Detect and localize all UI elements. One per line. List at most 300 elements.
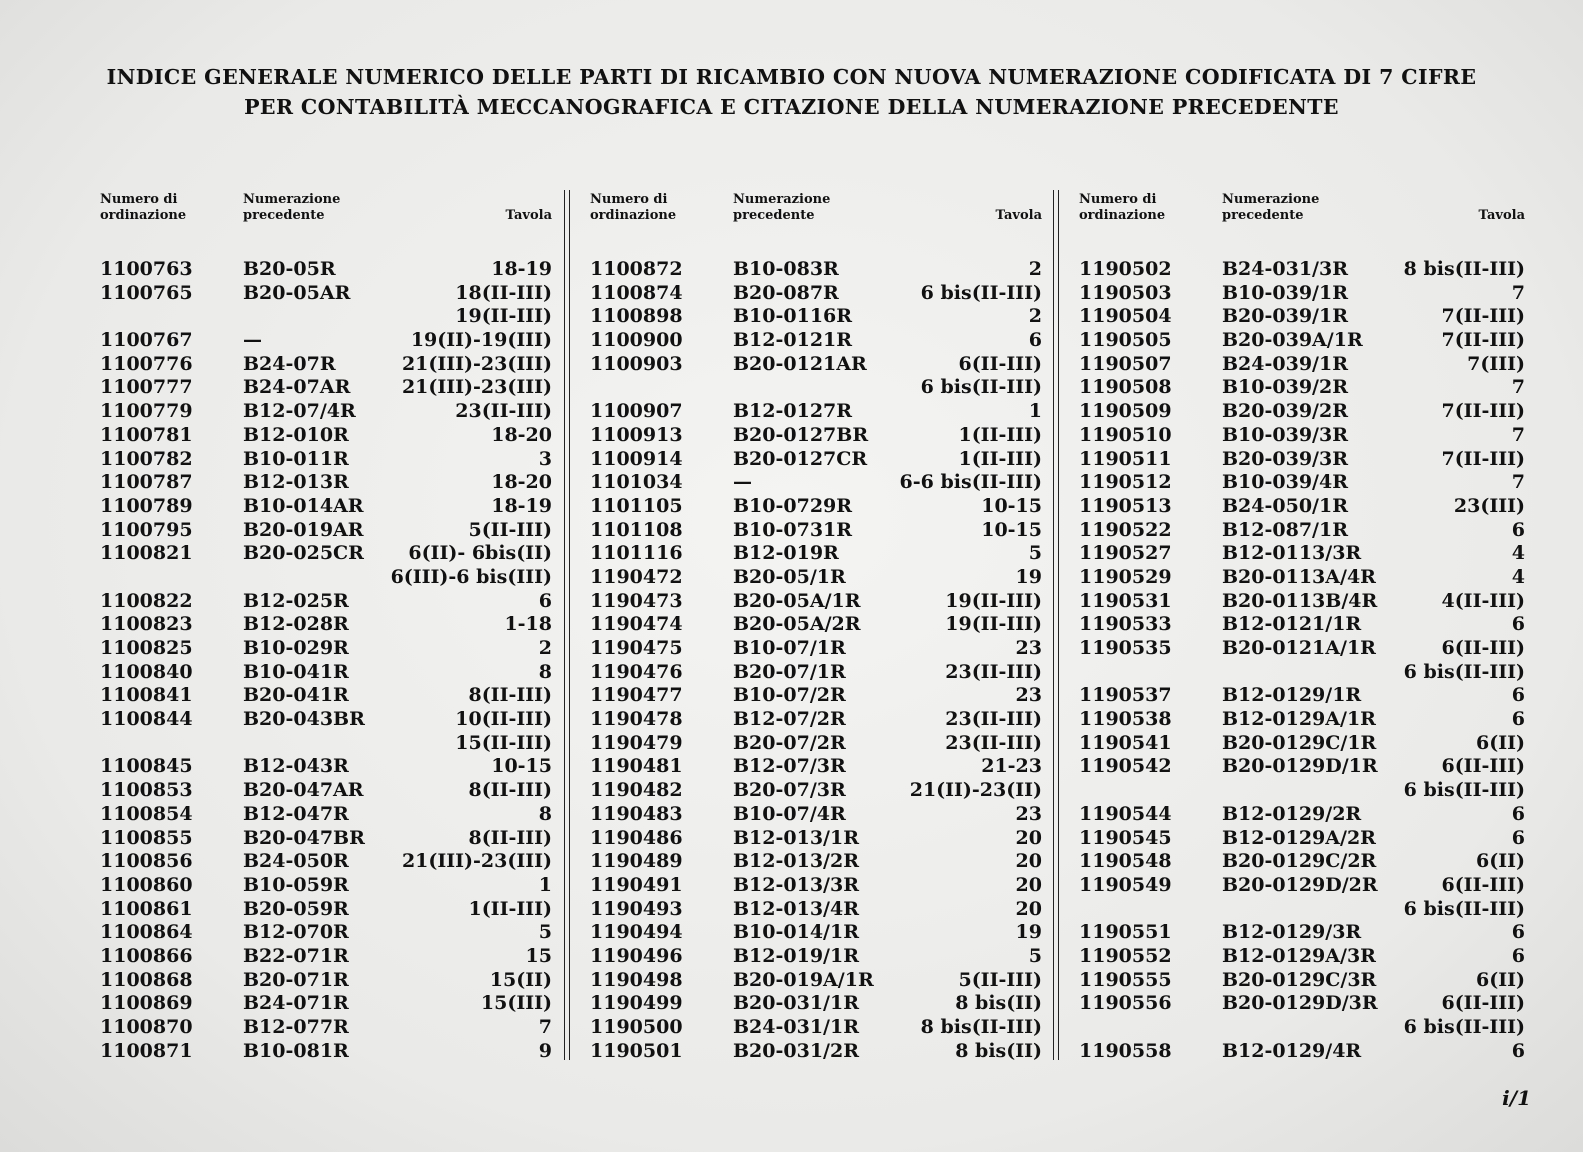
order-number: 1190474 [590, 613, 683, 636]
header-text: Numerazione [243, 192, 341, 207]
table-ref: 7 [1511, 423, 1525, 446]
index-row [100, 400, 552, 424]
index-row [1079, 1040, 1525, 1064]
order-number: 1100870 [100, 1016, 193, 1038]
order-number: 1100795 [100, 518, 193, 541]
header-text: Numerazione [1222, 192, 1320, 207]
header-order-number [1079, 192, 1165, 224]
previous-number: B12-077R [243, 1016, 349, 1038]
order-number: 1190533 [1079, 613, 1172, 636]
table-ref: 21-23 [981, 755, 1042, 778]
index-row [590, 471, 1042, 495]
order-number: 1190482 [590, 779, 683, 802]
table-ref: 7(II-III) [1441, 447, 1525, 470]
order-number: 1100787 [100, 471, 193, 494]
index-row [100, 1040, 552, 1064]
previous-number: B20-071R [243, 968, 349, 991]
order-number: 1190522 [1079, 518, 1172, 541]
table-ref: 6(II-III) [1441, 755, 1525, 778]
previous-number: B20-039/3R [1222, 447, 1348, 470]
previous-number: B20-05/1R [733, 565, 846, 588]
table-ref: 19(II-III) [945, 613, 1042, 636]
table-ref: 8 bis(II-III) [1403, 258, 1525, 280]
page-number: i/1 [1502, 1086, 1531, 1110]
table-ref: 5(II-III) [958, 968, 1042, 991]
previous-number: B10-041R [243, 660, 349, 683]
order-number: 1190510 [1079, 423, 1172, 446]
index-row [590, 542, 1042, 566]
table-ref: 20 [1015, 873, 1042, 896]
previous-number: B20-05AR [243, 281, 351, 304]
index-row [590, 708, 1042, 732]
table-ref: 23(III) [1453, 494, 1525, 517]
previous-number: B24-031/1R [733, 1016, 859, 1038]
header-order-number [590, 192, 676, 224]
order-number: 1190477 [590, 684, 683, 707]
title-line-1: INDICE GENERALE NUMERICO DELLE PARTI DI RICAMBIO CON NUOVA NUMERAZIONE CODIFICATA DI 7 CIFRE [106, 65, 1477, 89]
order-number: 1100866 [100, 944, 193, 967]
order-number: 1190481 [590, 755, 683, 778]
table-ref: 19 [1015, 565, 1042, 588]
index-row [1079, 732, 1525, 756]
index-row [590, 258, 1042, 282]
previous-number: B12-087/1R [1222, 518, 1348, 541]
order-number: 1190483 [590, 802, 683, 825]
index-row [100, 471, 552, 495]
order-number: 1190476 [590, 660, 683, 683]
index-row [1079, 471, 1525, 495]
table-ref: 1(II-III) [958, 447, 1042, 470]
table-ref: 18-19 [491, 258, 552, 280]
table-ref: 10(II-III) [455, 708, 552, 731]
order-number: 1190500 [590, 1016, 683, 1038]
index-row [590, 400, 1042, 424]
order-number: 1190501 [590, 1039, 683, 1062]
index-row [100, 969, 552, 993]
index-row [590, 613, 1042, 637]
previous-number: B20-019AR [243, 518, 364, 541]
table-ref: 1(II-III) [468, 897, 552, 920]
table-ref: 6(II) [1476, 850, 1525, 873]
index-row [100, 898, 552, 922]
order-number: 1190489 [590, 850, 683, 873]
table-ref: 5(II-III) [468, 518, 552, 541]
index-row [1079, 637, 1525, 661]
header-previous-numbering [1222, 192, 1319, 224]
previous-number: B20-0129C/3R [1222, 968, 1377, 991]
index-row [100, 637, 552, 661]
order-number: 1190491 [590, 873, 683, 896]
header-text: precedente [243, 208, 325, 223]
index-row [590, 898, 1042, 922]
previous-number: B20-039A/1R [1222, 329, 1363, 352]
index-row [590, 424, 1042, 448]
index-row [100, 424, 552, 448]
order-number: 1100782 [100, 447, 193, 470]
index-row [100, 376, 552, 400]
index-row [1079, 661, 1525, 685]
table-ref: 4 [1511, 565, 1525, 588]
table-ref: 5 [538, 921, 552, 944]
previous-number: B20-039/1R [1222, 305, 1348, 328]
index-row [590, 661, 1042, 685]
order-number: 1100763 [100, 258, 193, 280]
table-ref: 6(II-III) [958, 352, 1042, 375]
index-row [100, 874, 552, 898]
index-row [590, 992, 1042, 1016]
order-number: 1100913 [590, 423, 683, 446]
table-ref: 23(II-III) [455, 400, 552, 423]
table-ref: 8(II-III) [468, 779, 552, 802]
order-number: 1190535 [1079, 637, 1172, 659]
table-ref: 10-15 [491, 755, 552, 778]
index-row [100, 542, 552, 566]
previous-number: B20-0129D/2R [1222, 873, 1378, 896]
header-text: Numero di [100, 192, 178, 207]
index-row [100, 305, 552, 329]
order-number: 1190541 [1079, 731, 1172, 754]
table-ref: 18-20 [491, 471, 552, 494]
index-rows [100, 258, 552, 1063]
column-separator [564, 190, 570, 1060]
index-row [1079, 874, 1525, 898]
index-row [1079, 779, 1525, 803]
previous-number: B12-0113/3R [1222, 542, 1362, 565]
table-ref: 6 [1511, 684, 1525, 707]
order-number: 1100900 [590, 329, 683, 352]
index-row [1079, 424, 1525, 448]
index-row [1079, 329, 1525, 353]
order-number: 1190475 [590, 637, 683, 659]
table-ref: 6 [1028, 329, 1042, 352]
index-row [1079, 376, 1525, 400]
previous-number: B12-028R [243, 613, 349, 636]
order-number: 1100898 [590, 305, 683, 328]
previous-number: B24-031/3R [1222, 258, 1348, 280]
table-ref: 6 [1511, 518, 1525, 541]
order-number: 1100861 [100, 897, 193, 920]
table-ref: 6(II) [1476, 968, 1525, 991]
previous-number: B12-043R [243, 755, 349, 778]
table-ref: 6 bis(II-III) [920, 376, 1042, 399]
order-number: 1100841 [100, 684, 193, 707]
table-ref: 1(II-III) [958, 423, 1042, 446]
order-number: 1190496 [590, 944, 683, 967]
table-ref: 6(II-III) [1441, 992, 1525, 1015]
order-number: 1190486 [590, 826, 683, 849]
table-ref: 15(III) [480, 992, 552, 1015]
order-number: 1100781 [100, 423, 193, 446]
index-row [590, 945, 1042, 969]
table-ref: 6 bis(II-III) [1403, 660, 1525, 683]
header-text: ordinazione [590, 208, 677, 223]
index-column-1 [100, 192, 552, 1062]
previous-number: B20-031/1R [733, 992, 859, 1015]
index-row [590, 305, 1042, 329]
previous-number: B12-0129/3R [1222, 921, 1362, 944]
table-ref: 21(III)-23(III) [401, 850, 552, 873]
previous-number: B12-025R [243, 589, 349, 612]
order-number: 1190473 [590, 589, 683, 612]
header-text: Numero di [1079, 192, 1157, 207]
index-row [100, 779, 552, 803]
order-number: 1190507 [1079, 352, 1172, 375]
table-ref: 8 bis(II) [955, 1039, 1042, 1062]
index-row [590, 1040, 1042, 1064]
previous-number: B10-07/4R [733, 802, 846, 825]
table-ref: 9 [538, 1039, 552, 1062]
previous-number: B12-047R [243, 802, 349, 825]
order-number: 1190556 [1079, 992, 1172, 1015]
table-ref: 6 [538, 589, 552, 612]
table-ref: 5 [1028, 542, 1042, 565]
index-row [100, 613, 552, 637]
index-row [100, 566, 552, 590]
previous-number: B12-07/2R [733, 708, 846, 731]
order-number: 1190479 [590, 731, 683, 754]
index-row [590, 684, 1042, 708]
index-row [590, 637, 1042, 661]
table-ref: 4(II-III) [1441, 589, 1525, 612]
table-ref: 1 [538, 873, 552, 896]
previous-number: B20-0129C/2R [1222, 850, 1377, 873]
table-ref: 18(II-III) [455, 281, 552, 304]
table-ref: 7(II-III) [1441, 400, 1525, 423]
order-number: 1100789 [100, 494, 193, 517]
previous-number: B12-013/2R [733, 850, 859, 873]
index-row [590, 353, 1042, 377]
previous-number: B20-0127BR [733, 423, 869, 446]
table-ref: 3 [538, 447, 552, 470]
order-number: 1190498 [590, 968, 683, 991]
previous-number: B12-0129A/1R [1222, 708, 1376, 731]
order-number: 1100853 [100, 779, 193, 802]
index-row [1079, 590, 1525, 614]
header-table: Tavola [995, 208, 1042, 223]
index-row [1079, 282, 1525, 306]
title-line-2: PER CONTABILITÀ MECCANOGRAFICA E CITAZIONE DELLA NUMERAZIONE PRECEDENTE [244, 95, 1339, 119]
previous-number: B20-07/1R [733, 660, 846, 683]
index-rows [590, 258, 1042, 1063]
order-number: 1190545 [1079, 826, 1172, 849]
order-number: 1100854 [100, 802, 193, 825]
order-number: 1190558 [1079, 1039, 1172, 1062]
index-row [1079, 803, 1525, 827]
previous-number: B12-010R [243, 423, 349, 446]
table-ref: 20 [1015, 826, 1042, 849]
previous-number: B12-0129A/3R [1222, 944, 1376, 967]
table-ref: 6 bis(II-III) [1403, 779, 1525, 802]
index-row [590, 779, 1042, 803]
order-number: 1101034 [590, 471, 683, 494]
previous-number: B12-013/3R [733, 873, 859, 896]
index-row [590, 376, 1042, 400]
previous-number: B20-0129D/1R [1222, 755, 1378, 778]
previous-number: B12-019/1R [733, 944, 859, 967]
previous-number: B10-07/1R [733, 637, 846, 659]
index-row [590, 755, 1042, 779]
order-number: 1100871 [100, 1039, 193, 1062]
previous-number: B20-019A/1R [733, 968, 874, 991]
index-row [100, 732, 552, 756]
previous-number: B10-039/3R [1222, 423, 1348, 446]
table-ref: 23 [1015, 684, 1042, 707]
order-number: 1190527 [1079, 542, 1172, 565]
order-number: 1100767 [100, 329, 193, 352]
table-ref: 15(II-III) [455, 731, 552, 754]
table-ref: 7 [1511, 281, 1525, 304]
order-number: 1190542 [1079, 755, 1172, 778]
previous-number: B20-07/3R [733, 779, 846, 802]
table-ref: 8(II-III) [468, 826, 552, 849]
index-row [1079, 969, 1525, 993]
index-rows [1079, 258, 1525, 1063]
previous-number: B20-047AR [243, 779, 364, 802]
index-row [1079, 1016, 1525, 1040]
header-text: ordinazione [100, 208, 187, 223]
table-ref: 6 [1511, 802, 1525, 825]
previous-number: B10-0116R [733, 305, 853, 328]
previous-number: B12-07/4R [243, 400, 356, 423]
previous-number: B10-0731R [733, 518, 853, 541]
previous-number: B10-039/1R [1222, 281, 1348, 304]
previous-number: B22-071R [243, 944, 349, 967]
index-row [100, 945, 552, 969]
order-number: 1100856 [100, 850, 193, 873]
header-text: precedente [733, 208, 815, 223]
order-number: 1190537 [1079, 684, 1172, 707]
order-number: 1190538 [1079, 708, 1172, 731]
previous-number: B12-013/4R [733, 897, 859, 920]
previous-number: B10-029R [243, 637, 349, 659]
index-row [590, 969, 1042, 993]
previous-number: B20-087R [733, 281, 839, 304]
table-ref: 23(II-III) [945, 708, 1042, 731]
table-ref: 8(II-III) [468, 684, 552, 707]
previous-number: B10-081R [243, 1039, 349, 1062]
previous-number: B20-05R [243, 258, 336, 280]
previous-number: B20-039/2R [1222, 400, 1348, 423]
order-number: 1100840 [100, 660, 193, 683]
table-ref: 19(II)-19(III) [410, 329, 552, 352]
order-number: 1190494 [590, 921, 683, 944]
previous-number: B20-047BR [243, 826, 365, 849]
order-number: 1190508 [1079, 376, 1172, 399]
index-row [100, 519, 552, 543]
order-number: 1100868 [100, 968, 193, 991]
index-row [100, 282, 552, 306]
order-number: 1190503 [1079, 281, 1172, 304]
table-ref: 6 bis(II-III) [920, 281, 1042, 304]
index-row [590, 448, 1042, 472]
order-number: 1101116 [590, 542, 683, 565]
table-ref: 15(II) [489, 968, 552, 991]
order-number: 1100872 [590, 258, 683, 280]
table-ref: 6 [1511, 613, 1525, 636]
previous-number: B12-0127R [733, 400, 853, 423]
previous-number: B10-07/2R [733, 684, 846, 707]
table-ref: 7 [538, 1016, 552, 1038]
table-ref: 8 bis(II-III) [920, 1016, 1042, 1038]
header-text: precedente [1222, 208, 1304, 223]
table-ref: 6(II-III) [1441, 637, 1525, 659]
previous-number: B12-0129A/2R [1222, 826, 1376, 849]
table-ref: 23 [1015, 637, 1042, 659]
table-ref: 8 [538, 660, 552, 683]
order-number: 1101108 [590, 518, 683, 541]
order-number: 1190551 [1079, 921, 1172, 944]
previous-number: B20-041R [243, 684, 349, 707]
index-row [590, 495, 1042, 519]
index-row [590, 921, 1042, 945]
index-row [100, 992, 552, 1016]
order-number: 1100914 [590, 447, 683, 470]
index-row [1079, 519, 1525, 543]
table-ref: 23 [1015, 802, 1042, 825]
previous-number: B20-05A/1R [733, 589, 861, 612]
order-number: 1190552 [1079, 944, 1172, 967]
table-ref: 19 [1015, 921, 1042, 944]
previous-number: B12-013/1R [733, 826, 859, 849]
column-header [100, 192, 552, 232]
table-ref: 23(II-III) [945, 731, 1042, 754]
order-number: 1100874 [590, 281, 683, 304]
index-row [100, 850, 552, 874]
previous-number: B20-07/2R [733, 731, 846, 754]
index-row [590, 566, 1042, 590]
index-row [1079, 495, 1525, 519]
index-row [1079, 708, 1525, 732]
previous-number: B12-07/3R [733, 755, 846, 778]
order-number: 1190513 [1079, 494, 1172, 517]
previous-number: B20-025CR [243, 542, 364, 565]
previous-number: B10-039/4R [1222, 471, 1348, 494]
table-ref: 6 [1511, 708, 1525, 731]
table-ref: 7(II-III) [1441, 329, 1525, 352]
table-ref: 20 [1015, 850, 1042, 873]
index-row [1079, 400, 1525, 424]
index-row [100, 921, 552, 945]
table-ref: 6 [1511, 1039, 1525, 1062]
index-row [590, 827, 1042, 851]
table-ref: 21(III)-23(III) [401, 376, 552, 399]
table-ref: 6(II) [1476, 731, 1525, 754]
table-ref: 5 [1028, 944, 1042, 967]
index-row [100, 708, 552, 732]
table-ref: 6 bis(II-III) [1403, 897, 1525, 920]
previous-number: B24-07R [243, 352, 336, 375]
previous-number: B20-0127CR [733, 447, 868, 470]
previous-number: B20-0121AR [733, 352, 867, 375]
previous-number: — [243, 329, 262, 352]
table-ref: 6 [1511, 944, 1525, 967]
previous-number: B10-039/2R [1222, 376, 1348, 399]
order-number: 1100845 [100, 755, 193, 778]
table-ref: 8 bis(II) [955, 992, 1042, 1015]
table-ref: 6 [1511, 826, 1525, 849]
index-row [100, 1016, 552, 1040]
previous-number: B12-0129/2R [1222, 802, 1362, 825]
previous-number: B24-07AR [243, 376, 351, 399]
index-row [100, 755, 552, 779]
order-number: 1100844 [100, 708, 193, 731]
previous-number: B10-014AR [243, 494, 364, 517]
previous-number: B20-0121A/1R [1222, 637, 1376, 659]
previous-number: B12-0129/1R [1222, 684, 1362, 707]
order-number: 1100821 [100, 542, 193, 565]
index-row [100, 684, 552, 708]
table-ref: 6-6 bis(II-III) [899, 471, 1042, 494]
